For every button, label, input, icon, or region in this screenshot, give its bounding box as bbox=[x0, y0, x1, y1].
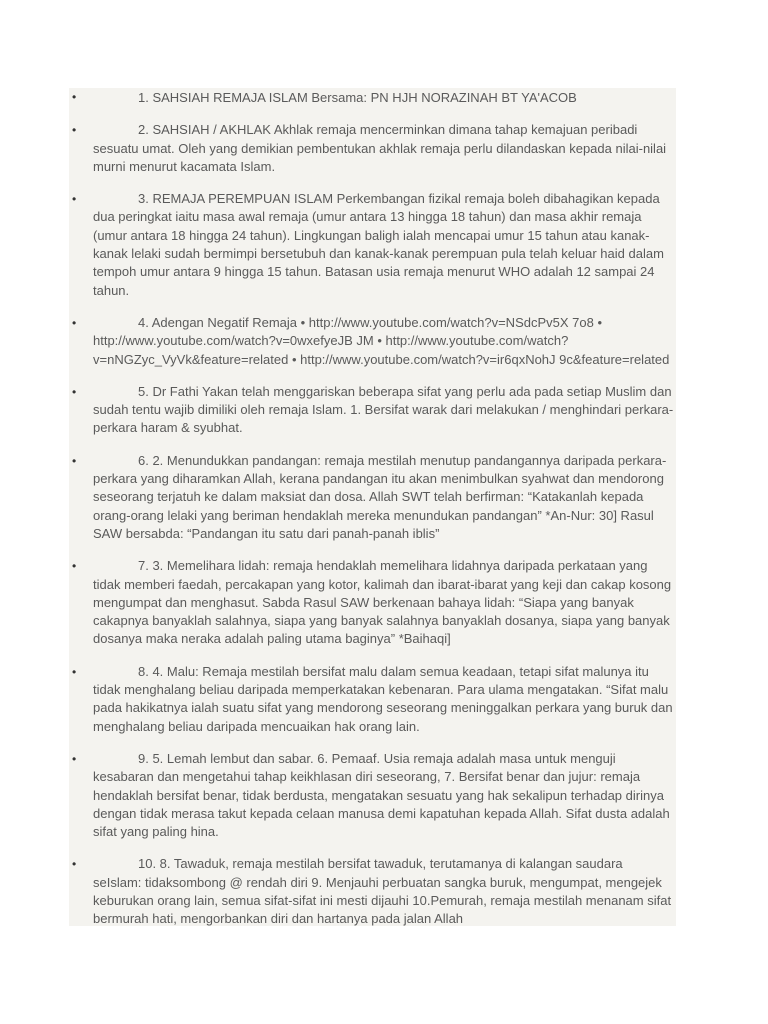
list-item bbox=[69, 121, 676, 176]
bullet-icon: • bbox=[72, 123, 77, 138]
list-item bbox=[69, 88, 676, 107]
bullet-icon: • bbox=[72, 857, 77, 872]
list-item-text: 10. 8. Tawaduk, remaja mestilah bersifat tawaduk, terutamanya di kalangan saudara seIslam: tidaksombong @ rendah diri 9. Menjauhi perbuatan sangka buruk, mengumpat, mengejek keburukan orang lain, semua sifat-sifat ini mesti dijauhi 10.Pemurah, remaja mestilah menanam sifat bermurah hati, mengorbankan diri dan hartanya pada jalan Allah bbox=[93, 856, 672, 927]
list-item bbox=[69, 750, 676, 841]
bullet-icon: • bbox=[72, 192, 77, 207]
list-item-text: 2. SAHSIAH / AKHLAK Akhlak remaja mencerminkan dimana tahap kemajuan peribadi sesuatu umat. Oleh yang demikian pembentukan akhlak remaja perlu dilandaskan kepada nilai-nilai murni menurut kacamata Islam. bbox=[93, 122, 667, 174]
list-item bbox=[69, 663, 676, 736]
list-item bbox=[69, 855, 676, 928]
list-item-text: 9. 5. Lemah lembut dan sabar. 6. Pemaaf. Usia remaja adalah masa untuk menguji kesabaran dan mengetahui tahap keikhlasan diri seseorang, 7. Bersifat benar dan jujur: remaja hendaklah bersifat benar, tidak berdusta, mengatakan sesuatu yang hak sekalipun terhadap dirinya dengan tidak merasa takut kepada celaan manusa demi kapatuhan kepada Allah. Sifat dusta adalah sifat yang paling hina. bbox=[93, 750, 670, 840]
bullet-icon: • bbox=[72, 90, 77, 104]
bullet-icon: • bbox=[72, 453, 77, 468]
list-item bbox=[69, 383, 676, 438]
bullet-icon: • bbox=[72, 751, 77, 766]
list-item-text: 7. 3. Memelihara lidah: remaja hendaklah memelihara lidahnya daripada perkataan yang tidak memberi faedah, percakapan yang kotor, kalimah dan ibarat-ibarat yang keji dan cakap kosong mengumpat dan menghasut. Sabda Rasul SAW berkenaan bahaya lidah: “Siapa yang banyak cakapnya banyaklah salahnya, siapa yang banyak salahnya banyaklah dosanya, siapa yang banyak dosanya maka neraka adalah paling utama baginya” *Baihaqi] bbox=[93, 558, 672, 647]
list-item-text: 4. Adengan Negatif Remaja • http://www.youtube.com/watch?v=NSdcPv5X 7o8 • http://www.youtube.com/watch?v=0wxefyeJB JM • http://www.youtube.com/watch?v=nNGZyc_VyVk&feature=related • http://www.youtube.com/watch?v=ir6qxNohJ 9c&feature=related bbox=[93, 314, 670, 367]
list-item-text: 8. 4. Malu: Remaja mestilah bersifat malu dalam semua keadaan, tetapi sifat malunya itu tidak menghalang beliau daripada memperkatakan kebenaran. Para ulama mengatakan. “Sifat malu pada hakikatnya ialah suatu sifat yang mendorong seseorang meninggalkan perkara yang buruk dan menghalang beliau daripada mencuaikan hak orang lain. bbox=[93, 663, 673, 734]
list-item bbox=[69, 452, 676, 543]
bullet-icon: • bbox=[72, 315, 77, 330]
list-item bbox=[69, 557, 676, 648]
list-item-text: 6. 2. Menundukkan pandangan: remaja mestilah menutup pandangannya daripada perkara- perkara yang diharamkan Allah, kerana pandangan itu akan menimbulkan syahwat dan mendorong seseorang terjatuh ke dalam maksiat dan dosa. Allah SWT telah berfirman: “Katakanlah kepada orang-orang lelaki yang beriman hendaklah mereka menundukan pandangan” *An-Nur: 30] Rasul SAW bersabda: “Pandangan itu satu dari panah-panah iblis” bbox=[93, 452, 667, 541]
list-item bbox=[69, 190, 676, 300]
list-item-text: 3. REMAJA PEREMPUAN ISLAM Perkembangan fizikal remaja boleh dibahagikan kepada dua peringkat iaitu masa awal remaja (umur antara 13 hingga 18 tahun) dan masa akhir remaja (umur antara 18 hingga 24 tahun). Lingkungan baligh ialah mencapai umur 15 tahun atau kanak-kanak lelaki sudah bermimpi bersetubuh dan kanak-kanak perempuan pula telah keluar haid dalam tempoh umur antara 9 hingga 15 tahun. Batasan usia remaja menurut WHO adalah 12 sampai 24 tahun. bbox=[93, 191, 664, 298]
list-item-text: 5. Dr Fathi Yakan telah menggariskan beberapa sifat yang perlu ada pada setiap Muslim dan sudah tentu wajib dimiliki oleh remaja Islam. 1. Bersifat warak dari melakukan / menghindari perkara-perkara haram & syubhat. bbox=[93, 383, 674, 436]
bullet-icon: • bbox=[72, 559, 77, 574]
bullet-icon: • bbox=[72, 664, 77, 679]
bullet-icon: • bbox=[72, 384, 77, 399]
list-item-text: 1. SAHSIAH REMAJA ISLAM Bersama: PN HJH NORAZINAH BT YA'ACOB bbox=[138, 90, 577, 105]
slide-list bbox=[69, 88, 676, 943]
list-item bbox=[69, 314, 676, 369]
